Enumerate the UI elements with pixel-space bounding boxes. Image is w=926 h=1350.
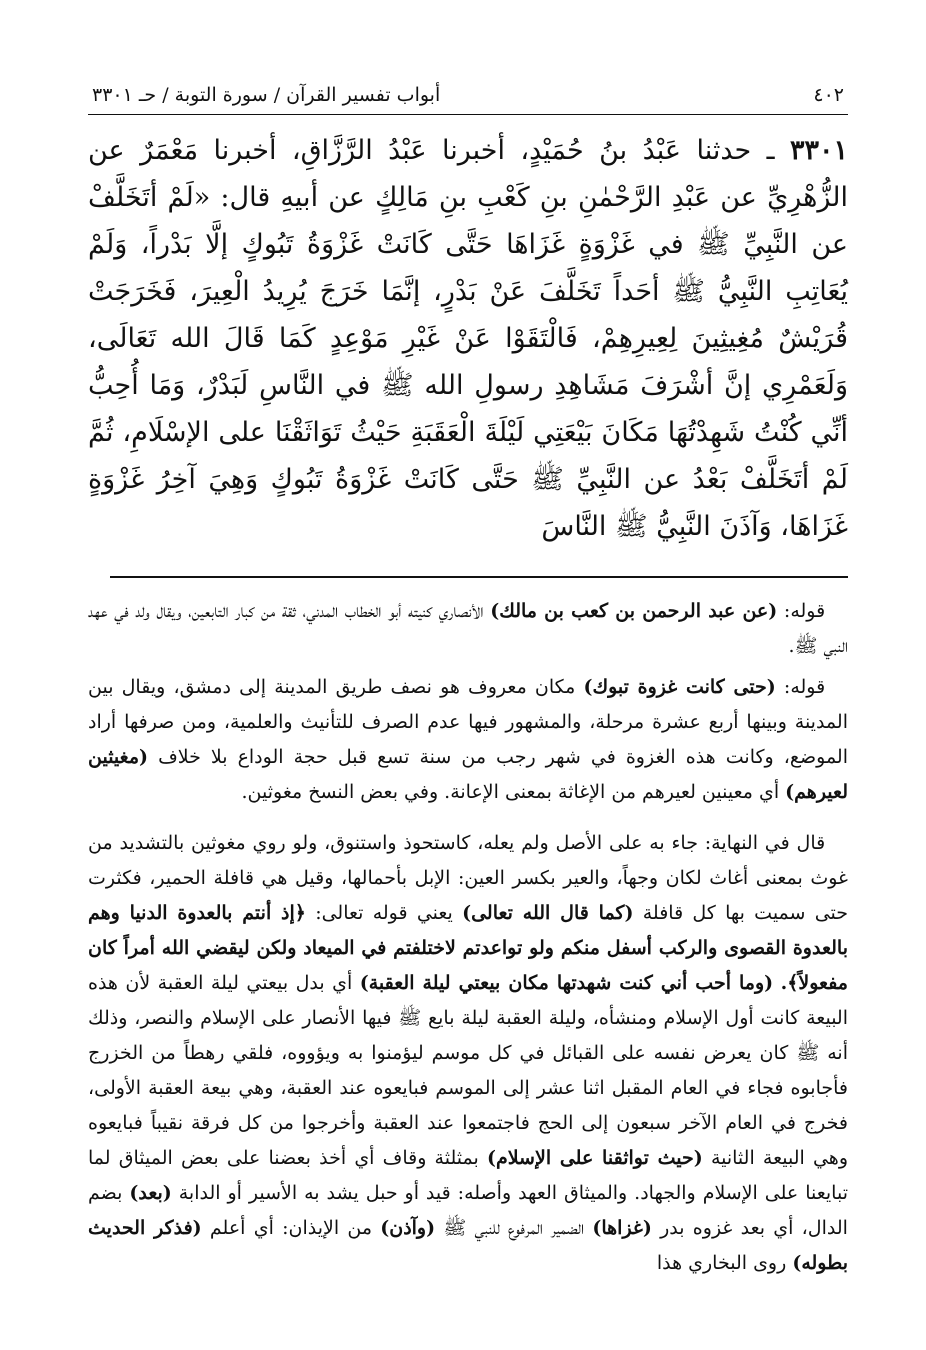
note-text: أي بدل بيعتي ليلة العقبة لأن هذه البيعة كانت أول الإسلام ومنشأه، وليلة العقبة ليلة بايع ﷺ فيها الأنصار على الإسلام والنصر، وذلك أنه ﷺ كان يعرض نفسه على القبائل في كل موسم ليؤمنوا به ويؤووه، فلقي رهطاً من الخزرج فأجابوه فجاء في العام المقبل اثنا عشر إلى الموسم فبايعوه عند العقبة، وهي بيعة العقبة الأولى، فخرج في العام الآخر سبعون إلى الحج فاجتمعوا عند العقبة وأخرجوا من كل فرقة نقيباً فبايعوه وهي البيعة الثانية — [88, 972, 849, 1169]
book-page — [88, 78, 848, 1287]
note-lead: قوله: — [783, 676, 826, 698]
note-bold-phrase: (مغيثين لعيرهم) — [88, 746, 848, 803]
note-paragraph — [88, 594, 848, 664]
note-paragraph — [88, 670, 848, 810]
commentary-block — [88, 594, 848, 1281]
note-bold-phrase: (حتى كانت غزوة تبوك) — [583, 676, 776, 698]
note-text: بضم الدال، أي بعد غزوه بدر — [88, 1182, 848, 1239]
note-text: الضمير المرفوع للنبي ﷺ — [443, 1217, 585, 1239]
hadith-number: ٣٣٠١ — [789, 135, 848, 166]
hadith-paragraph — [88, 127, 848, 550]
footnote-divider — [110, 576, 848, 578]
note-bold-phrase: (حيث تواثقنا على الإسلام) — [486, 1147, 703, 1169]
note-text: بمثلثة وقاف أي أخذ بعضنا على بعض الميثاق لما تبايعنا على الإسلام والجهاد. والميثاق العهد وأصله: قيد أو حبل يشد به الأسير أو الدابة — [88, 1147, 848, 1204]
hadith-text-block — [88, 127, 848, 550]
note-text: مكان معروف هو نصف طريق المدينة إلى دمشق، ويقال بين المدينة وبينها أربع عشرة مرحلة، والمشهور فيها عدم الصرف للتأنيث والعلمية، ومن صرفها أراد الموضع، وكانت هذه الغزوة في شهر رجب من سنة تسع قبل حجة الوداع بلا خلاف — [88, 676, 848, 768]
note-text: روى البخاري هذا — [656, 1252, 787, 1274]
note-bold-phrase: (وما أحب أني كنت شهدتها مكان بيعتي ليلة العقبة) — [359, 972, 774, 994]
hadith-body: ـ حدثنا عَبْدُ بنُ حُمَيْدٍ، أخبرنا عَبْدُ الرَّزَّاقِ، أخبرنا مَعْمَرٌ عن الزُّهْرِيِّ عن عَبْدِ الرَّحْمٰنِ بنِ كَعْبِ بنِ مَالِكٍ عن أبيهِ قال: «لَمْ أتَخَلَّفْ عن النَّبِيِّ ﷺ في غَزْوَةٍ غَزَاهَا حَتَّى كَانَتْ غَزْوَةُ تَبُوكٍ إلَّا بَدْراً، وَلَمْ يُعَاتِبِ النَّبِيُّ ﷺ أحَداً تَخَلَّفَ عَنْ بَدْرٍ، إنَّمَا خَرَجَ يُرِيدُ الْعِيرَ، فَخَرَجَتْ قُرَيْشٌ مُغِيثِينَ لِعِيرِهِمْ، فَالْتَقَوْا عَنْ غَيْرِ مَوْعِدٍ كَمَا قَالَ الله تَعَالَى، وَلَعَمْرِي إنَّ أشْرَفَ مَشَاهِدِ رسولِ الله ﷺ في النَّاسِ لَبَدْرٌ، وَمَا أُحِبُّ أنِّي كُنْتُ شَهِدْتُهَا مَكَانَ بَيْعَتِي لَيْلَةَ الْعَقَبَةِ حَيْثُ تَوَاثَقْنَا على الإسْلَامِ، ثُمَّ لَمْ أتَخَلَّفْ بَعْدُ عن النَّبِيِّ ﷺ حَتَّى كَانَتْ غَزْوَةُ تَبُوكٍ وَهِيَ آخِرُ غَزْوَةٍ غَزَاهَا، وَآذَنَ النَّبِيُّ ﷺ النَّاسَ — [88, 135, 848, 542]
note-bold-phrase: (غزاها) — [592, 1217, 652, 1239]
note-text: يعني قوله تعالى: — [315, 902, 453, 924]
note-bold-phrase: (كما قال الله تعالى) — [462, 902, 634, 924]
note-text: قال في النهاية: جاء به على الأصل ولم يعله، كاستحوذ واستنوق، ولو روي مغوثين بالتشديد من غوث بمعنى أغاث لكان وجهاً، والعير بكسر العين: الإبل بأحمالها، وقيل هي قافلة الحمير، فكثرت حتى سميت بها كل قافلة — [88, 832, 849, 924]
page-number: ٤٠٢ — [813, 84, 844, 106]
running-header — [88, 78, 848, 115]
note-bold-phrase: (بعد) — [129, 1182, 172, 1204]
header-title: أبواب تفسير القرآن / سورة التوبة / حـ ٣٣٠١ — [92, 84, 441, 106]
note-bold-phrase: (وآذن) — [380, 1217, 436, 1239]
note-bold-phrase: (عن عبد الرحمن بن كعب بن مالك) — [490, 600, 778, 622]
quran-quote: ﴿إذ أنتم بالعدوة الدنيا وهم بالعدوة القصوى والركب أسفل منكم ولو تواعدتم لاختلفتم في الميعاد ولكن ليقضي الله أمراً كان مفعولاً﴾. — [88, 902, 848, 994]
note-paragraph — [88, 826, 848, 1281]
note-text: الأنصاري كنيته أبو الخطاب المدني، ثقة من كبار التابعين، ويقال ولد في عهد النبي ﷺ. — [88, 600, 848, 657]
note-text: أي معينين لعيرهم من الإغاثة بمعنى الإعانة. وفي بعض النسخ مغوثين. — [241, 781, 780, 803]
note-text: من الإيذان: أي أعلم — [209, 1217, 372, 1239]
note-lead: قوله: — [783, 600, 826, 622]
note-bold-phrase: (فذكر الحديث بطوله) — [88, 1217, 848, 1274]
